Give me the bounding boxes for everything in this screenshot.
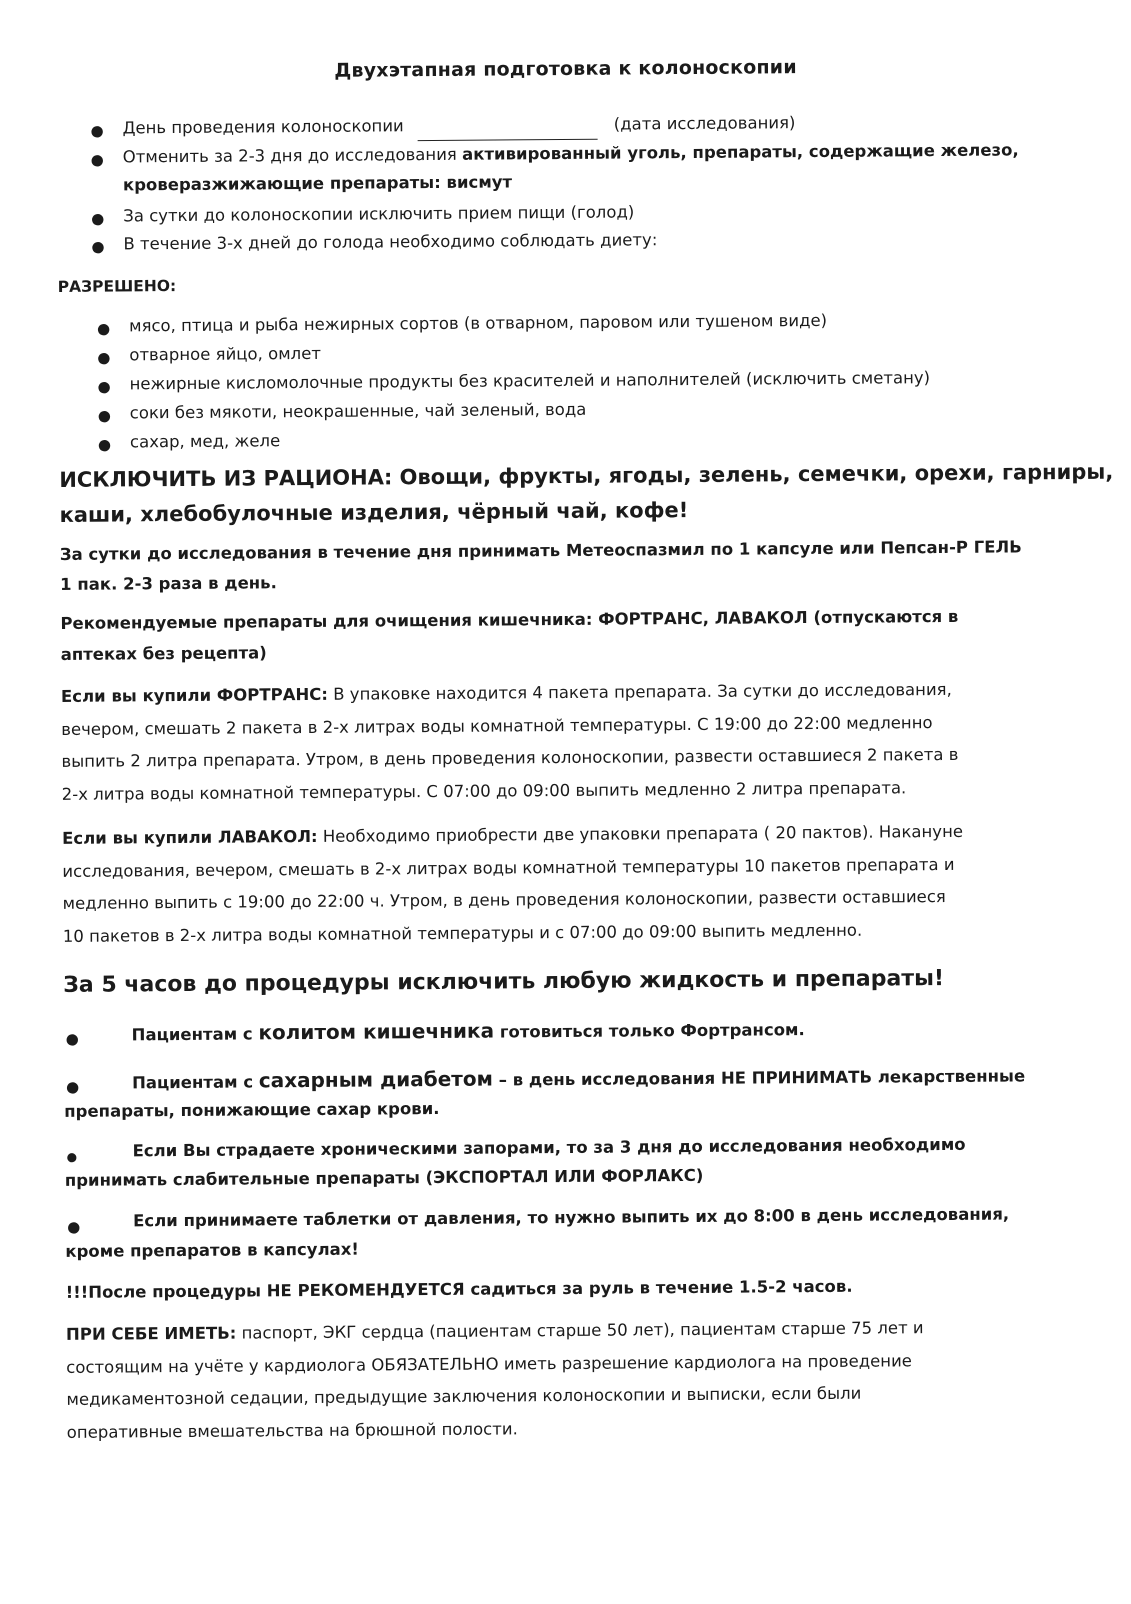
fortrans-line1: В упаковке находится 4 пакета препарата. За сутки до исследования, xyxy=(327,679,952,704)
cancel-meds-prefix: Отменить за 2-3 дня до исследования xyxy=(122,144,463,167)
lavacol-lead: Если вы купили ЛАВАКОЛ: xyxy=(62,826,318,848)
allowed-item: мясо, птица и рыба нежирных сортов (в отварном, паровом или тушеном виде) xyxy=(129,310,828,336)
bring-line1: паспорт, ЭКГ сердца (пациентам старше 50 лет), пациентам старше 75 лет и xyxy=(236,1318,924,1343)
bring-block xyxy=(66,1311,1067,1449)
bring-lead: ПРИ СЕБЕ ИМЕТЬ: xyxy=(65,1323,237,1344)
allowed-item: соки без мякоти, неокрашенные, чай зеленый, вода xyxy=(129,399,587,423)
exclude-line1: ИСКЛЮЧИТЬ ИЗ РАЦИОНА: Овощи, фрукты, ягоды, зелень, семечки, орехи, гарниры, xyxy=(59,459,1114,492)
bring-line2: состоящим на учёте у кардиолога ОБЯЗАТЕЛЬНО иметь разрешение кардиолога на проведение xyxy=(66,1350,913,1377)
bullet-icon: ● xyxy=(97,348,111,367)
bring-line3: медикаментозной седации, предыдущие заключения колоноскопии и выписки, если были xyxy=(66,1383,862,1409)
fortrans-block xyxy=(61,673,1062,811)
bullet-icon: ● xyxy=(97,377,111,396)
bullet-icon: ● xyxy=(66,1149,78,1164)
five-hours-warning: За 5 часов до процедуры исключить любую жидкость и препараты! xyxy=(63,966,945,998)
procedure-date-label: День проведения колоноскопии xyxy=(122,116,404,138)
lavacol-line2: исследования, вечером, смешать в 2-х литрах воды комнатной температуры 10 пакетов препарата и xyxy=(62,854,955,881)
recommended-line1: Рекомендуемые препараты для очищения кишечника: ФОРТРАНС, ЛАВАКОЛ (отпускаются в xyxy=(60,606,959,633)
bullet-icon: ● xyxy=(91,209,105,228)
fasting-line: За сутки до колоноскопии исключить прием пищи (голод) xyxy=(123,202,635,226)
recommended-block xyxy=(60,600,1060,670)
bullet-icon: ● xyxy=(90,121,104,140)
pressure-line2: кроме препаратов в капсулах! xyxy=(65,1239,359,1261)
bring-line4: оперативные вмешательства на брюшной полости. xyxy=(66,1418,518,1442)
colitis-line xyxy=(132,1010,1072,1052)
bullet-icon: ● xyxy=(65,1029,79,1048)
diabetes-line2: препараты, понижающие сахар крови. xyxy=(64,1098,440,1121)
colitis-suffix: готовиться только Фортрансом. xyxy=(493,1020,805,1042)
lavacol-block xyxy=(62,815,1063,953)
bullet-icon: ● xyxy=(65,1077,80,1096)
recommended-line2: аптеках без рецепта) xyxy=(60,643,267,664)
fortrans-line4: 2-х литра воды комнатной температуры. С 07:00 до 09:00 выпить медленно 2 литра препарата. xyxy=(61,777,907,804)
day-before-line2: 1 пак. 2-3 раза в день. xyxy=(60,573,277,594)
exclude-block xyxy=(59,455,1114,533)
bullet-icon: ● xyxy=(67,1217,81,1236)
fortrans-line3: выпить 2 литра препарата. Утром, в день проведения колоноскопии, развести оставшиеся 2 пакета в xyxy=(61,744,959,771)
bullet-icon: ● xyxy=(97,319,111,338)
colitis-emphasis: колитом кишечника xyxy=(258,1018,495,1045)
constipation-line2: принимать слабительные препараты (ЭКСПОРТАЛ ИЛИ ФОРЛАКС) xyxy=(64,1165,704,1190)
diabetes-emphasis: сахарным диабетом xyxy=(258,1066,494,1093)
page-title: Двухэтапная подготовка к колоноскопии xyxy=(334,56,797,82)
cancel-meds-line2: кроверазжижающие препараты: висмут xyxy=(122,172,513,195)
bullet-icon: ● xyxy=(97,435,112,454)
cancel-meds-bold1: активированный уголь, препараты, содержащие железо, xyxy=(461,140,1019,164)
after-procedure-warning: !!!После процедуры НЕ РЕКОМЕНДУЕТСЯ садиться за руль в течение 1.5-2 часов. xyxy=(65,1276,853,1302)
colitis-prefix: Пациентам с xyxy=(131,1024,259,1045)
day-before-line1: За сутки до исследования в течение дня принимать Метеоспазмил по 1 капсуле или Пепсан-Р ГЕЛЬ xyxy=(59,537,1022,564)
fortrans-line2: вечером, смешать 2 пакета в 2-х литрах воды комнатной температуры. С 19:00 до 22:00 медленно xyxy=(61,712,933,739)
diabetes-prefix: Пациентам с xyxy=(131,1072,259,1093)
cancel-meds-line1 xyxy=(123,135,1019,172)
procedure-date-note: (дата исследования) xyxy=(613,113,796,134)
lavacol-line4: 10 пакетов в 2-х литра воды комнатной температуры и с 07:00 до 09:00 выпить медленно. xyxy=(62,920,863,946)
lavacol-line1: Необходимо приобрести две упаковки препарата ( 20 пактов). Накануне xyxy=(317,821,964,846)
allowed-item: сахар, мед, желе xyxy=(129,431,281,452)
diet-line: В течение 3-х дней до голода необходимо соблюдать диету: xyxy=(123,230,658,254)
bullet-icon: ● xyxy=(90,150,104,169)
constipation-line1: Если Вы страдаете хроническими запорами, то за 3 дня до исследования необходимо xyxy=(132,1134,966,1161)
bullet-icon: ● xyxy=(97,406,111,425)
day-before-block xyxy=(60,532,1060,600)
allowed-item: нежирные кисломолочные продукты без красителей и наполнителей (исключить сметану) xyxy=(129,368,931,394)
allowed-heading: РАЗРЕШЕНО: xyxy=(57,277,177,296)
lavacol-line3: медленно выпить с 19:00 до 22:00 ч. Утром, в день проведения колоноскопии, развести оставшиеся xyxy=(62,886,946,913)
bullet-icon: ● xyxy=(91,237,105,256)
allowed-item: отварное яйцо, омлет xyxy=(129,343,321,365)
fortrans-lead: Если вы купили ФОРТРАНС: xyxy=(60,684,329,706)
pressure-line1: Если принимаете таблетки от давления, то нужно выпить их до 8:00 в день исследования, xyxy=(133,1204,1010,1231)
diabetes-suffix: – в день исследования НЕ ПРИНИМАТЬ лекарственные xyxy=(492,1066,1026,1090)
exclude-line2: каши, хлебобулочные изделия, чёрный чай, кофе! xyxy=(59,498,689,527)
